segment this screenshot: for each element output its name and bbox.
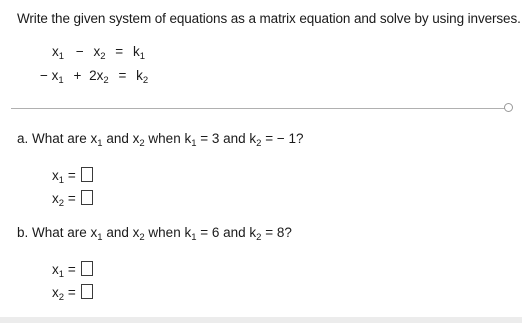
var-k1: $k_1$	[132, 44, 145, 62]
sign: −	[40, 68, 48, 83]
instruction-text: Write the given system of equations as a matrix equation and solve by using inverses.	[17, 11, 521, 26]
answer-a-x2-input[interactable]	[81, 190, 93, 205]
expand-handle[interactable]	[504, 103, 513, 112]
var-x2: $x_2$	[93, 44, 106, 62]
question-a: a. What are $x_1$ and $x_2$ when $k_1 = 3$ and $k_2$ = − 1?	[17, 131, 304, 149]
label-a-x2: $x_2$ =	[52, 191, 76, 209]
answer-b-x2-input[interactable]	[81, 284, 93, 299]
operator: −	[75, 44, 84, 59]
equation-row-2	[40, 68, 149, 86]
footer-bar	[0, 317, 522, 323]
var-x1: $x_1$	[51, 68, 64, 86]
equals-sign: =	[115, 44, 124, 59]
equation-row-1	[52, 44, 145, 62]
label-a-x1: $x_1$ =	[52, 168, 76, 186]
label-b-x1: $x_1$ =	[52, 262, 76, 280]
label-b-x2: $x_2$ =	[52, 285, 76, 303]
section-divider	[11, 108, 510, 109]
var-x1: $x_1$	[52, 44, 65, 62]
answer-a-x1-input[interactable]	[81, 167, 93, 182]
var-2x2: $2x_2$	[89, 68, 109, 86]
question-b: b. What are $x_1$ and $x_2$ when $k_1 = 6$ and $k_2 = 8$?	[17, 225, 292, 243]
operator: +	[73, 68, 82, 83]
equals-sign: =	[118, 68, 127, 83]
answer-b-x1-input[interactable]	[81, 261, 93, 276]
var-k2: $k_2$	[136, 68, 149, 86]
